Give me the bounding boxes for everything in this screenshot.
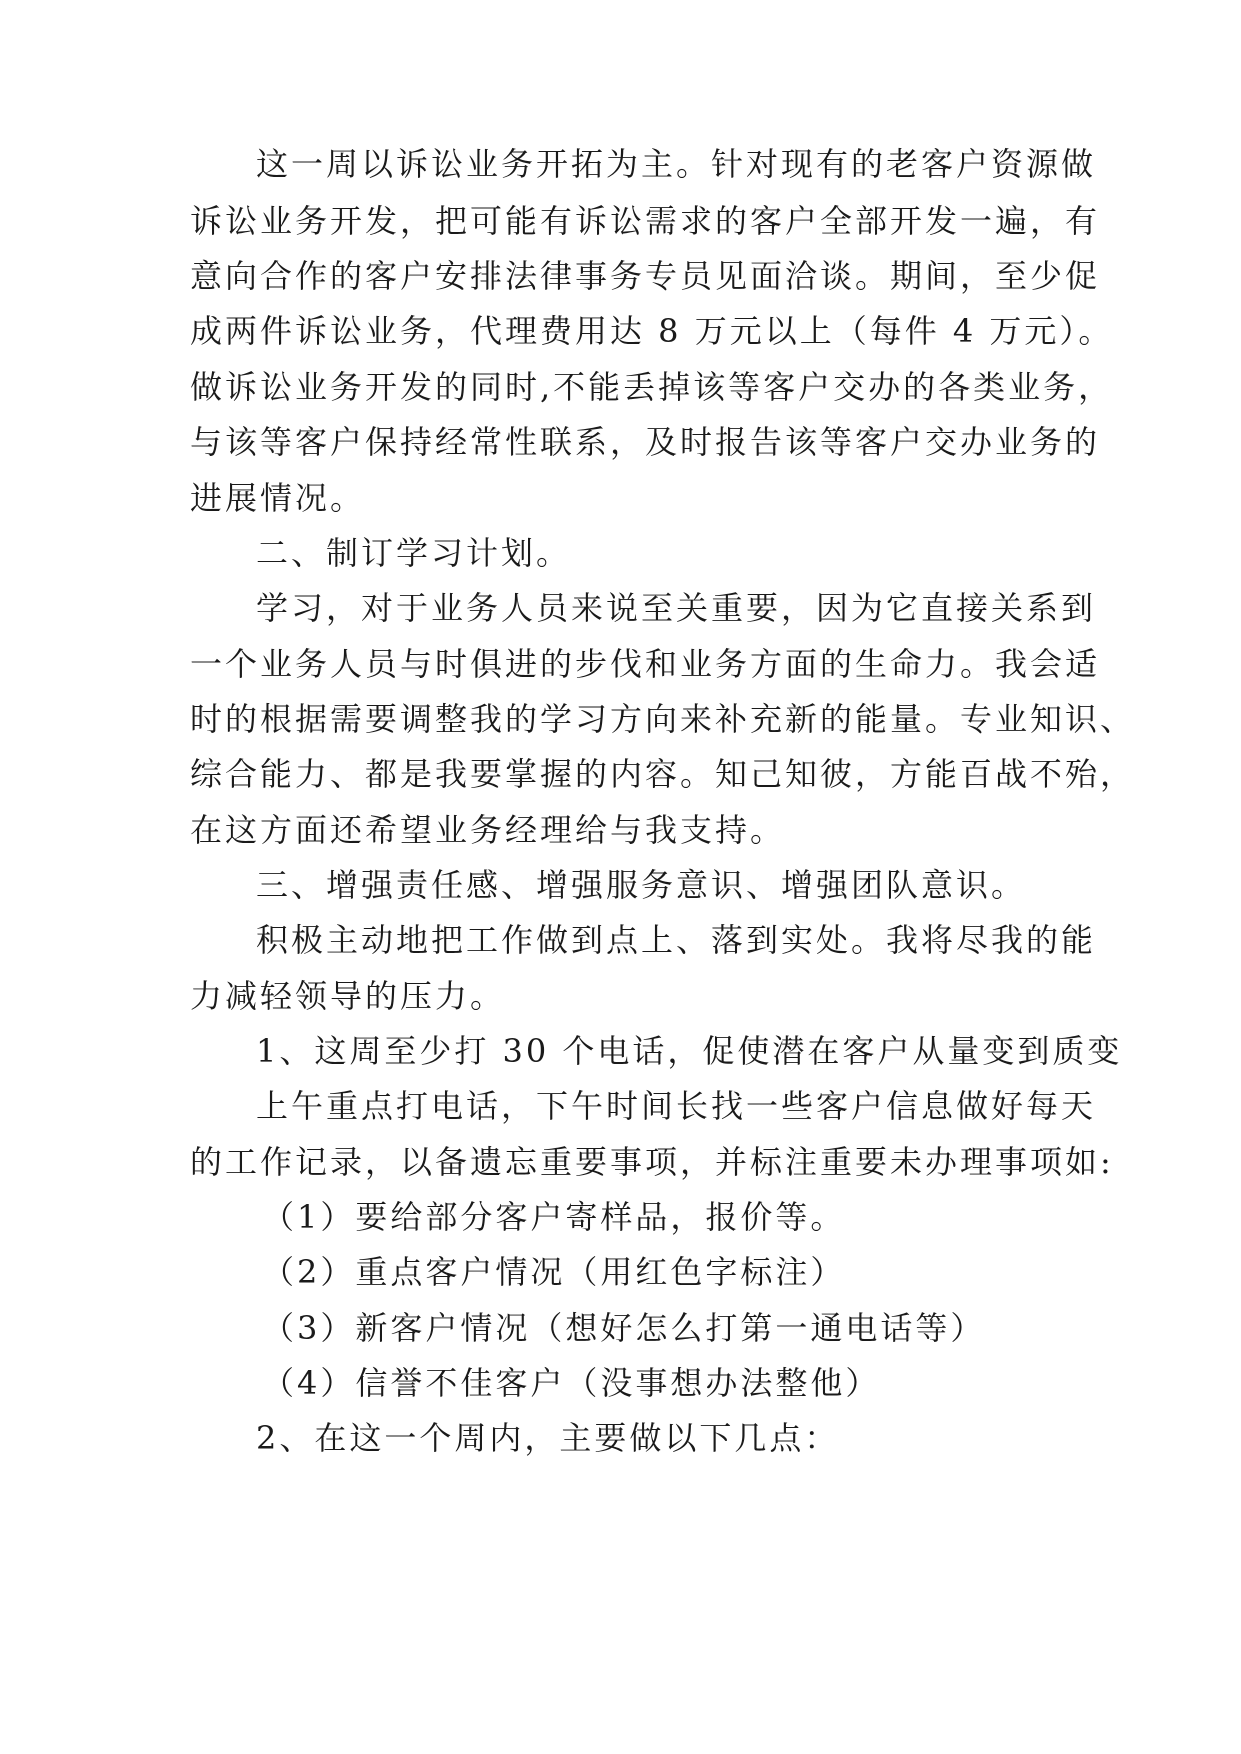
list-item: 2、在这一个周内，主要做以下几点： (256, 1419, 840, 1457)
paragraph-line: 上午重点打电话，下午时间长找一些客户信息做好每天 (256, 1087, 1097, 1125)
paragraph-line: 这一周以诉讼业务开拓为主。针对现有的老客户资源做 (256, 145, 1097, 183)
section-heading: 三、增强责任感、增强服务意识、增强团队意识。 (256, 866, 1027, 904)
paragraph-line: 进展情况。 (190, 479, 366, 517)
paragraph-line: 与该等客户保持经常性联系，及时报告该等客户交办业务的 (190, 423, 1101, 461)
paragraph-line: 意向合作的客户安排法律事务专员见面洽谈。期间，至少促 (190, 257, 1101, 295)
paragraph-line: 诉讼业务开发，把可能有诉讼需求的客户全部开发一遍，有 (190, 202, 1101, 240)
paragraph-line: 积极主动地把工作做到点上、落到实处。我将尽我的能 (256, 921, 1097, 959)
paragraph-line: 做诉讼业务开发的同时,不能丢掉该等客户交办的各类业务， (190, 368, 1114, 406)
paragraph-line: 综合能力、都是我要掌握的内容。知己知彼，方能百战不殆， (190, 755, 1136, 793)
sub-list-item: （2）重点客户情况（用红色字标注） (262, 1253, 846, 1291)
paragraph-line: 时的根据需要调整我的学习方向来补充新的能量。专业知识、 (190, 700, 1136, 738)
paragraph-line: 成两件诉讼业务，代理费用达 8 万元以上（每件 4 万元）。 (190, 312, 1114, 350)
paragraph-line: 在这方面还希望业务经理给与我支持。 (190, 811, 786, 849)
sub-list-item: （4）信誉不佳客户（没事想办法整他） (262, 1364, 881, 1402)
paragraph-line: 力减轻领导的压力。 (190, 977, 506, 1015)
list-item: 1、这周至少打 30 个电话，促使潜在客户从量变到质变 (256, 1032, 1123, 1070)
paragraph-line: 一个业务人员与时俱进的步伐和业务方面的生命力。我会适 (190, 645, 1101, 683)
section-heading: 二、制订学习计划。 (256, 534, 572, 572)
paragraph-line: 的工作记录，以备遗忘重要事项，并标注重要未办理事项如: (190, 1143, 1114, 1181)
sub-list-item: （1）要给部分客户寄样品，报价等。 (262, 1198, 846, 1236)
paragraph-line: 学习，对于业务人员来说至关重要，因为它直接关系到 (256, 589, 1097, 627)
sub-list-item: （3）新客户情况（想好怎么打第一通电话等） (262, 1309, 986, 1347)
